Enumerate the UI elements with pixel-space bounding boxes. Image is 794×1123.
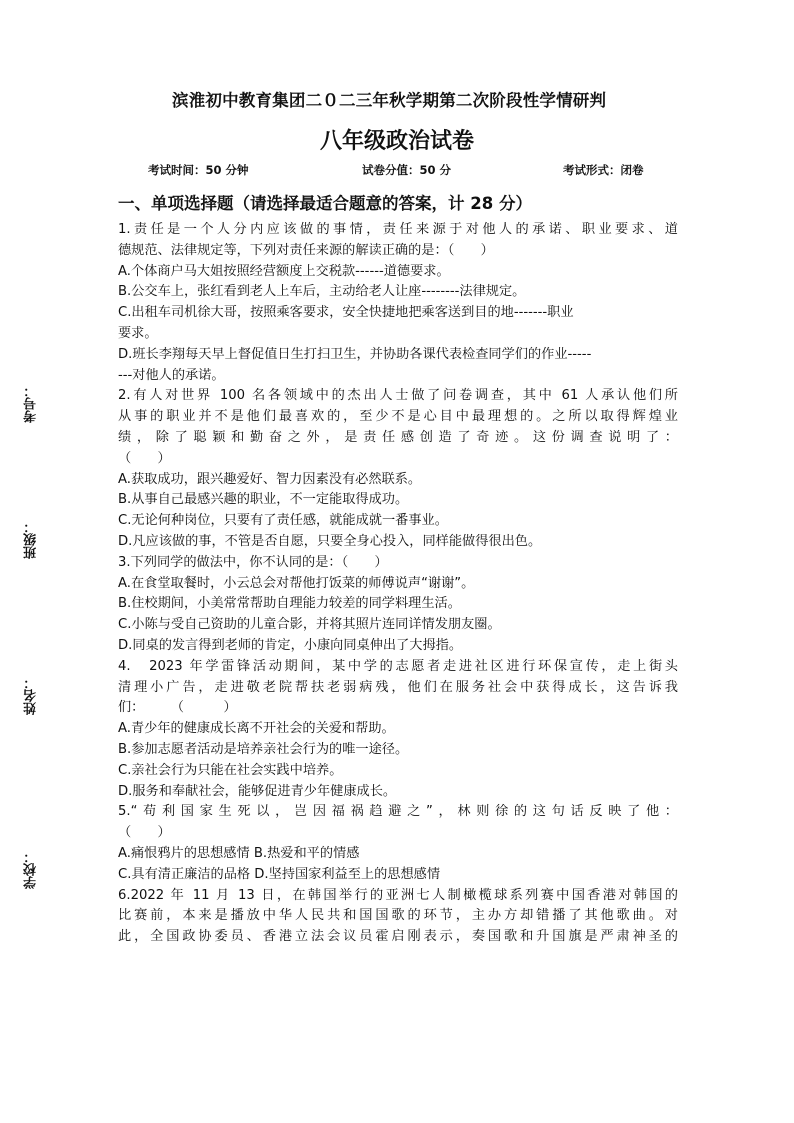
question-line: A.痛恨鸦片的思想感情 B.热爱和平的情感	[118, 845, 360, 861]
side-label-name: 姓名：	[24, 676, 39, 715]
question-line: D.凡应该做的事，不管是否自愿，只要全身心投入，同样能做得很出色。	[118, 533, 542, 549]
question-line: （ ）	[118, 825, 171, 841]
question-line: 德规范、法律规定等，下列对责任来源的解读正确的是：（ ）	[118, 242, 494, 258]
question-body	[118, 220, 678, 948]
question-line: 们： （ ）	[118, 700, 237, 716]
question-line: 4. 2023 年学雷锋活动期间，某中学的志愿者走进社区进行环保宣传，走上街头	[118, 658, 678, 674]
question-line: C.具有清正廉洁的品格 D.坚持国家利益至上的思想感情	[118, 866, 441, 882]
question-line: 清理小广告，走进敬老院帮扶老弱病残，他们在服务社会中获得成长，这告诉我	[118, 679, 678, 695]
question-line: 5.“苟利国家生死以，岂因福祸趋避之”，林则徐的这句话反映了他：	[118, 804, 678, 820]
question-line: B.住校期间，小美常常帮助自理能力较差的同学料理生活。	[118, 596, 461, 612]
question-line: A.在食堂取餐时，小云总会对帮他打饭菜的师傅说声“谢谢”。	[118, 575, 475, 591]
question-line: A.青少年的健康成长离不开社会的关爱和帮助。	[118, 721, 395, 737]
section-heading: 一、单项选择题（请选择最适合题意的答案，计 28 分）	[118, 194, 532, 213]
question-line: C.出租车司机徐大哥，按照乘客要求，安全快捷地把乘客送到目的地-------职业	[118, 305, 574, 321]
question-line: （ ）	[118, 450, 171, 466]
question-line: 此，全国政协委员、香港立法会议员霍启刚表示，奏国歌和升国旗是严肃神圣的	[118, 929, 678, 945]
question-line: D.班长李翔每天早上督促值日生打扫卫生，并协助各课代表检查同学们的作业-----	[118, 346, 592, 362]
question-line: A.获取成功，跟兴趣爱好、智力因素没有必然联系。	[118, 471, 422, 487]
question-line: B.公交车上，张红看到老人上车后，主动给老人让座--------法律规定。	[118, 284, 526, 300]
question-line: A.个体商户马大姐按照经营额度上交税款------道德要求。	[118, 263, 450, 279]
exam-time: 考试时间：50 分钟	[148, 163, 249, 177]
question-line: ---对他人的承诺。	[118, 367, 225, 383]
question-line: 比赛前，本来是播放中华人民共和国国歌的环节，主办方却错播了其他歌曲。对	[118, 908, 678, 924]
question-line: 2.有人对世界 100 名各领域中的杰出人士做了问卷调查，其中 61 人承认他们所	[118, 388, 678, 404]
question-line: D.服务和奉献社会，能够促进青少年健康成长。	[118, 783, 397, 799]
exam-score: 试卷分值：50 分	[362, 163, 452, 177]
exam-title: 八年级政治试卷	[319, 128, 474, 154]
question-line: 从事的职业并不是他们最喜欢的，至少不是心目中最理想的。之所以取得辉煌业	[118, 409, 678, 425]
exam-meta-row	[0, 162, 794, 180]
question-line: D.同桌的发言得到老师的肯定，小康向同桌伸出了大拇指。	[118, 637, 463, 653]
question-line: 1.责任是一个人分内应该做的事情，责任来源于对他人的承诺、职业要求、道	[118, 222, 678, 237]
question-line: 6.2022 年 11 月 13 日，在韩国举行的亚洲七人制橄榄球系列赛中国香港对韩国的	[118, 887, 678, 903]
question-line: B.从事自己最感兴趣的职业，不一定能取得成功。	[118, 492, 409, 508]
question-line: C.无论何种岗位，只要有了责任感，就能成就一番事业。	[118, 513, 448, 529]
side-label-class: 班级：	[24, 520, 39, 559]
question-line: C.亲社会行为只能在社会实践中培养。	[118, 762, 343, 778]
school-exam-title: 滨淮初中教育集团二０二三年秋学期第二次阶段性学情研判	[172, 91, 607, 110]
exam-format: 考试形式：闭卷	[563, 163, 644, 177]
question-line: 绩，除了聪颖和勤奋之外，是责任感创造了奇迹。这份调查说明了：	[118, 429, 678, 445]
side-label-school: 学校：	[24, 850, 39, 889]
question-line: 3.下列同学的做法中，你不认同的是：（ ）	[118, 554, 388, 570]
side-label-exam-no: 考号：	[24, 384, 39, 423]
question-line: C.小陈与受自己资助的儿童合影，并将其照片连同详情发朋友圈。	[118, 617, 501, 633]
question-line: B.参加志愿者活动是培养亲社会行为的唯一途径。	[118, 741, 409, 757]
question-line: 要求。	[118, 325, 158, 341]
